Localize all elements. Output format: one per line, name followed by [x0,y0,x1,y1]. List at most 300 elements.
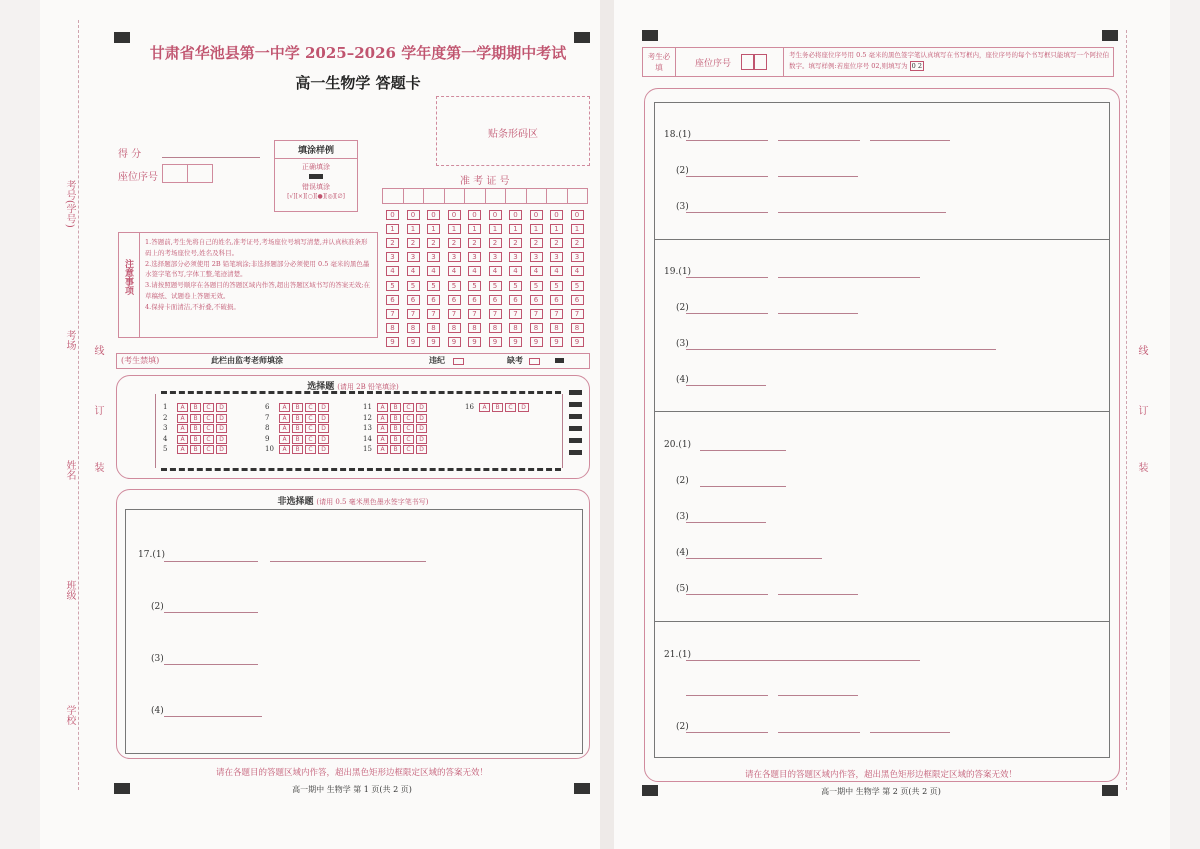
admission-digit-bubble[interactable]: 4 [530,266,543,276]
answer-line[interactable] [778,594,858,595]
nonmc-title: 非选择题 [277,497,314,507]
seat-label-p2: 座位序号 [695,59,732,69]
admission-digit-bubble[interactable]: 6 [386,295,399,305]
admission-digit-bubble[interactable]: 5 [386,281,399,291]
answer-line[interactable] [686,695,768,696]
answer-line[interactable] [700,486,786,487]
mc-option-bubble[interactable]: A [377,424,388,433]
absent-checkbox[interactable] [529,358,540,365]
exam-title: 甘肃省华池县第一中学 2025–2026 学年度第一学期期中考试 [149,44,567,62]
answer-line[interactable] [778,176,858,177]
admission-digit-bubble[interactable]: 0 [550,210,563,220]
mc-item [465,403,531,412]
mc-number: 3 [163,424,168,432]
admission-digit-bubble[interactable]: 8 [407,323,420,333]
answer-line[interactable] [700,450,786,451]
binding-line [78,20,79,790]
q21-label: 21.(1) [664,650,692,660]
admission-digit-bubble[interactable]: 1 [509,224,522,234]
admission-digit-bubble[interactable]: 2 [489,238,502,248]
page-footer: 高一期中 生物学 第 2 页(共 2 页) [821,787,941,796]
binding-label: 线 [1136,345,1147,355]
barcode-area: 贴条形码区 [436,96,590,166]
admission-digit-bubble[interactable]: 1 [427,224,440,234]
violation-label: 违纪 [429,355,445,365]
admission-digit-bubble[interactable]: 6 [550,295,563,305]
admission-write-box[interactable] [567,188,589,204]
admission-digit-bubble[interactable]: 9 [509,337,522,347]
mc-item [163,445,229,454]
mc-number: 14 [363,434,372,443]
answer-line[interactable] [686,558,822,559]
admission-digit-bubble[interactable]: 5 [550,281,563,291]
mc-item [363,424,429,433]
binding-label: 装 [92,462,103,472]
admission-number-grid[interactable] [382,188,590,350]
admission-digit-bubble[interactable]: 2 [407,238,420,248]
admission-digit-bubble[interactable]: 6 [509,295,522,305]
mc-option-bubble[interactable]: B [292,435,303,444]
admission-digit-bubble[interactable]: 1 [530,224,543,234]
admission-digit-bubble[interactable]: 9 [448,337,461,347]
admission-digit-bubble[interactable]: 0 [427,210,440,220]
admission-digit-bubble[interactable]: 5 [407,281,420,291]
mc-option-bubble[interactable]: B [390,435,401,444]
admission-digit-bubble[interactable]: 0 [509,210,522,220]
q19-2-label: (2) [676,303,689,313]
mc-option-bubble[interactable]: D [318,403,329,412]
admission-digit-bubble[interactable]: 4 [427,266,440,276]
admission-digit-bubble[interactable]: 2 [571,238,584,248]
mc-item [363,414,429,423]
admission-digit-bubble[interactable]: 2 [448,238,461,248]
answer-line[interactable] [778,277,920,278]
answer-line[interactable] [686,140,768,141]
answer-line[interactable] [686,212,768,213]
admission-digit-bubble[interactable]: 0 [489,210,502,220]
mc-option-bubble[interactable]: B [190,414,201,423]
mc-option-bubble[interactable]: D [216,424,227,433]
admission-digit-bubble[interactable]: 6 [407,295,420,305]
admission-digit-bubble[interactable]: 8 [530,323,543,333]
corner-mark [1102,30,1118,41]
admission-digit-bubble[interactable]: 9 [427,337,440,347]
mc-option-bubble[interactable]: C [403,414,414,423]
mc-item [363,445,429,454]
violation-checkbox[interactable] [453,358,464,365]
notice-item: 2.选择题部分必须使用 2B 铅笔填涂;非选择题部分必须使用 0.5 毫米的黑色墨水签字笔书写,字体工整,笔迹清楚。 [145,259,370,279]
seat-box[interactable] [187,164,213,183]
admission-digit-bubble[interactable]: 1 [468,224,481,234]
mc-option-bubble[interactable]: B [190,435,201,444]
mc-option-bubble[interactable]: D [216,445,227,454]
mc-option-bubble[interactable]: D [318,424,329,433]
admission-write-box[interactable] [423,188,445,204]
absent-marker [555,358,564,363]
seat-box[interactable] [741,54,754,70]
mc-option-bubble[interactable]: D [216,403,227,412]
admission-digit-bubble[interactable]: 9 [550,337,563,347]
admission-digit-bubble[interactable]: 4 [448,266,461,276]
mc-option-bubble[interactable]: A [177,424,188,433]
mc-option-bubble[interactable]: A [479,403,490,412]
mc-option-bubble[interactable]: D [518,403,529,412]
mc-option-bubble[interactable]: C [505,403,516,412]
mc-option-bubble[interactable]: C [305,445,316,454]
q18-2-label: (2) [676,166,689,176]
mc-option-bubble[interactable]: A [177,414,188,423]
mc-option-bubble[interactable]: A [177,435,188,444]
answer-line[interactable] [164,612,258,613]
non-mc-section: 非选择题 (请用 0.5 毫米黑色墨水签字笔书写) [116,489,590,759]
notice-label: 注意事项 [123,259,133,295]
notice-box [118,232,378,338]
mc-option-bubble[interactable]: B [390,414,401,423]
admission-digit-bubble[interactable]: 3 [509,252,522,262]
answer-line[interactable] [164,561,258,562]
admission-digit-bubble[interactable]: 4 [386,266,399,276]
timing-mark [569,414,582,419]
admission-write-box[interactable] [505,188,527,204]
admission-digit-bubble[interactable]: 5 [571,281,584,291]
mc-option-bubble[interactable]: D [416,414,427,423]
mc-number: 6 [265,403,270,411]
mc-item [265,414,331,423]
mc-item [163,435,229,444]
page-footer: 高一期中 生物学 第 1 页(共 2 页) [292,785,412,794]
admission-digit-bubble[interactable]: 9 [530,337,543,347]
admission-digit-bubble[interactable]: 2 [509,238,522,248]
seat-box[interactable] [162,164,188,183]
mc-option-bubble[interactable]: C [203,445,214,454]
admission-digit-bubble[interactable]: 6 [530,295,543,305]
admission-digit-bubble[interactable]: 3 [448,252,461,262]
admission-digit-bubble[interactable]: 5 [427,281,440,291]
admission-digit-bubble[interactable]: 2 [386,238,399,248]
admission-digit-bubble[interactable]: 5 [530,281,543,291]
mc-number: 16 [465,403,474,411]
timing-mark [569,390,582,395]
answer-line[interactable] [778,140,860,141]
mc-option-bubble[interactable]: C [305,403,316,412]
admission-digit-bubble[interactable]: 9 [386,337,399,347]
mc-option-bubble[interactable]: C [305,424,316,433]
admission-digit-bubble[interactable]: 0 [386,210,399,220]
admission-digit-bubble[interactable]: 7 [386,309,399,319]
admission-digit-bubble[interactable]: 0 [530,210,543,220]
q20-label: 20.(1) [664,440,692,450]
mc-option-bubble[interactable]: D [416,435,427,444]
q17-2-label: (2) [151,602,164,612]
admission-digit-bubble[interactable]: 7 [571,309,584,319]
admission-digit-bubble[interactable]: 6 [448,295,461,305]
admission-digit-bubble[interactable]: 8 [427,323,440,333]
admission-digit-bubble[interactable]: 8 [448,323,461,333]
answer-line[interactable] [686,594,768,595]
admission-write-box[interactable] [464,188,486,204]
answer-line[interactable] [164,716,262,717]
admission-digit-bubble[interactable]: 5 [509,281,522,291]
answer-line[interactable] [778,695,858,696]
admission-digit-bubble[interactable]: 9 [468,337,481,347]
admission-digit-bubble[interactable]: 5 [489,281,502,291]
mc-option-bubble[interactable]: B [492,403,503,412]
candidate-label: 考生必填 [647,52,671,72]
mc-number: 10 [265,445,274,453]
footer-warning: 请在各题目的答题区域内作答，超出黑色矩形边框限定区域的答案无效！ [744,770,1017,780]
mc-option-bubble[interactable]: C [305,435,316,444]
footer-warning: 请在各题目的答题区域内作答，超出黑色矩形边框限定区域的答案无效！ [215,768,488,778]
answer-line[interactable] [686,732,768,733]
mc-option-bubble[interactable]: A [177,403,188,412]
admission-digit-bubble[interactable]: 6 [427,295,440,305]
admission-digit-bubble[interactable]: 7 [530,309,543,319]
admission-write-box[interactable] [546,188,568,204]
mc-option-bubble[interactable]: A [377,403,388,412]
admission-write-box[interactable] [526,188,548,204]
binding-label: 装 [1136,462,1147,472]
mc-option-bubble[interactable]: B [390,445,401,454]
admission-digit-bubble[interactable]: 3 [530,252,543,262]
admission-digit-bubble[interactable]: 4 [571,266,584,276]
mc-item [265,445,331,454]
margin-label: 班级 [64,580,75,600]
fill-sample: 填涂样例 正确填涂 错误填涂 [√][×][○][●][◎][∅] [274,140,358,212]
mc-option-bubble[interactable]: A [279,403,290,412]
admission-digit-bubble[interactable]: 8 [489,323,502,333]
answer-line[interactable] [870,732,950,733]
mc-option-bubble[interactable]: B [292,424,303,433]
admission-digit-bubble[interactable]: 8 [571,323,584,333]
admission-digit-bubble[interactable]: 9 [571,337,584,347]
mc-number: 5 [163,445,168,453]
seat-label: 座位序号 [118,172,158,183]
admission-digit-bubble[interactable]: 8 [386,323,399,333]
q17-4-label: (4) [151,706,164,716]
mc-option-bubble[interactable]: B [292,445,303,454]
mc-number: 4 [163,434,168,443]
candidate-header [642,47,1114,77]
admission-digit-bubble[interactable]: 5 [468,281,481,291]
timing-mark [569,402,582,407]
answer-line[interactable] [778,212,946,213]
admission-digit-bubble[interactable]: 6 [571,295,584,305]
admission-digit-bubble[interactable]: 0 [571,210,584,220]
admission-write-box[interactable] [444,188,466,204]
answer-line[interactable] [686,385,766,386]
mc-option-bubble[interactable]: B [190,445,201,454]
answer-line[interactable] [778,732,860,733]
admission-digit-bubble[interactable]: 7 [489,309,502,319]
proctor-row: (考生禁填) 此栏由监考老师填涂 违纪 缺考 [116,353,590,369]
q19-4-label: (4) [676,375,689,385]
answer-line[interactable] [686,277,768,278]
admission-digit-bubble[interactable]: 1 [550,224,563,234]
score-line [162,157,260,158]
admission-digit-bubble[interactable]: 2 [427,238,440,248]
admission-digit-bubble[interactable]: 1 [386,224,399,234]
mc-option-bubble[interactable]: A [377,414,388,423]
mc-option-bubble[interactable]: C [203,403,214,412]
admission-digit-bubble[interactable]: 4 [407,266,420,276]
seat-box[interactable] [754,54,767,70]
admission-write-box[interactable] [485,188,507,204]
mc-option-bubble[interactable]: A [279,424,290,433]
mc-title: 选择题 [307,382,335,392]
admission-digit-bubble[interactable]: 1 [448,224,461,234]
binding-label: 订 [1136,405,1147,415]
mc-number: 13 [363,424,372,432]
q19-label: 19.(1) [664,267,692,277]
admission-digit-bubble[interactable]: 4 [489,266,502,276]
mc-option-bubble[interactable]: D [416,403,427,412]
corner-mark [642,30,658,41]
admission-digit-bubble[interactable]: 1 [571,224,584,234]
multiple-choice-section: 选择题 (请用 2B 铅笔填涂) 1 A B C D 2 A B C D 3 A B C D 4 A B C D 5 A B C D 6 A B C D 7 A B C D 8 A B C D 9 A B C D 10 A B C D 11 A B C D 12 A B C D 13 A B C D 14 A B C D 15 A B C D 16 A B C D [116,375,590,479]
timing-mark [569,450,582,455]
admission-digit-bubble[interactable]: 7 [509,309,522,319]
mc-option-bubble[interactable]: D [318,445,329,454]
answer-line[interactable] [870,140,950,141]
admission-digit-bubble[interactable]: 0 [448,210,461,220]
binding-label: 订 [92,405,103,415]
binding-label: 线 [92,345,103,355]
mc-option-bubble[interactable]: D [416,445,427,454]
q18-label: 18.(1) [664,130,692,140]
answer-line[interactable] [686,660,920,661]
admission-write-box[interactable] [382,188,404,204]
admission-write-box[interactable] [403,188,425,204]
mc-option-bubble[interactable]: B [190,424,201,433]
answer-line[interactable] [686,522,766,523]
admission-digit-bubble[interactable]: 4 [550,266,563,276]
mc-option-bubble[interactable]: A [377,435,388,444]
mc-option-bubble[interactable]: A [279,435,290,444]
admission-digit-bubble[interactable]: 8 [550,323,563,333]
admission-digit-bubble[interactable]: 0 [468,210,481,220]
notice-item: 1.答题前,考生先将自己的姓名,准考证号,考场座位号填写清楚,并认真核准条形码上的考场座位号,姓名及科目。 [145,238,368,257]
mc-option-bubble[interactable]: C [203,435,214,444]
admission-digit-bubble[interactable]: 3 [468,252,481,262]
mc-number: 11 [363,403,372,411]
answer-frame [125,509,583,754]
fill-sample-title: 填涂样例 [275,141,357,159]
admission-digit-bubble[interactable]: 8 [509,323,522,333]
admission-digit-bubble[interactable]: 9 [489,337,502,347]
mc-option-bubble[interactable]: D [318,414,329,423]
mc-option-bubble[interactable]: D [216,435,227,444]
q20-2-label: (2) [676,476,689,486]
mc-option-bubble[interactable]: C [403,445,414,454]
admission-digit-bubble[interactable]: 7 [448,309,461,319]
correct-fill-mark [309,174,323,179]
admission-digit-bubble[interactable]: 7 [427,309,440,319]
margin-label: 考号(学号) [64,180,75,228]
mc-item [265,424,331,433]
score-label: 得 分 [118,149,142,160]
admission-digit-bubble[interactable]: 3 [550,252,563,262]
admission-digit-bubble[interactable]: 3 [489,252,502,262]
q19-3-label: (3) [676,339,689,349]
admission-digit-bubble[interactable]: 7 [407,309,420,319]
admission-label: 准 考 证 号 [460,176,510,187]
admission-digit-bubble[interactable]: 3 [427,252,440,262]
mc-option-bubble[interactable]: A [377,445,388,454]
seat-instruction: 考生务必将座位序号用 0.5 毫米的黑色签字笔认真填写在书写框内，座位序号的每个书写框只能填写一个阿拉伯数字。填写样例:若座位序号 02,则填写为 [789,51,1109,70]
answer-sheet-page-2 [614,0,1170,849]
admission-digit-bubble[interactable]: 0 [407,210,420,220]
mc-option-bubble[interactable]: C [403,424,414,433]
answer-line[interactable] [778,313,858,314]
admission-digit-bubble[interactable]: 8 [468,323,481,333]
mc-option-bubble[interactable]: A [279,414,290,423]
mc-option-bubble[interactable]: B [390,403,401,412]
mc-option-bubble[interactable]: C [203,424,214,433]
mc-option-bubble[interactable]: B [390,424,401,433]
mc-option-bubble[interactable]: A [177,445,188,454]
mc-option-bubble[interactable]: D [416,424,427,433]
mc-option-bubble[interactable]: A [279,445,290,454]
answer-line[interactable] [270,561,426,562]
mc-option-bubble[interactable]: D [318,435,329,444]
mc-option-bubble[interactable]: D [216,414,227,423]
mc-option-bubble[interactable]: B [190,403,201,412]
answer-sheet-page-1 [40,0,600,849]
q20-5-label: (5) [676,584,689,594]
subject-title: 高一生物学 答题卡 [295,74,421,92]
admission-digit-bubble[interactable]: 2 [530,238,543,248]
admission-digit-bubble[interactable]: 2 [468,238,481,248]
admission-digit-bubble[interactable]: 5 [448,281,461,291]
admission-digit-bubble[interactable]: 4 [468,266,481,276]
admission-digit-bubble[interactable]: 3 [407,252,420,262]
mc-option-bubble[interactable]: C [203,414,214,423]
mc-item [163,403,229,412]
mc-option-bubble[interactable]: C [403,435,414,444]
admission-digit-bubble[interactable]: 6 [489,295,502,305]
admission-digit-bubble[interactable]: 7 [550,309,563,319]
margin-label: 学校 [64,705,75,725]
mc-item [265,403,331,412]
q18-3-label: (3) [676,202,689,212]
mc-option-bubble[interactable]: B [292,414,303,423]
admission-digit-bubble[interactable]: 9 [407,337,420,347]
mc-option-bubble[interactable]: B [292,403,303,412]
mc-option-bubble[interactable]: C [403,403,414,412]
q21-2-label: (2) [676,722,689,732]
mc-grid[interactable] [117,376,589,478]
mc-option-bubble[interactable]: C [305,414,316,423]
admission-digit-bubble[interactable]: 1 [489,224,502,234]
mc-number: 12 [363,413,372,422]
admission-digit-bubble[interactable]: 3 [571,252,584,262]
answer-line[interactable] [164,664,258,665]
answer-line[interactable] [686,349,996,350]
mc-item [163,414,229,423]
notice-item: 3.请按照题号顺序在各题目的答题区域内作答,超出答题区域书写的答案无效;在草稿纸、试题卷上答题无效。 [145,281,370,300]
answer-line[interactable] [686,313,768,314]
admission-digit-bubble[interactable]: 3 [386,252,399,262]
section-divider [654,239,1109,240]
admission-digit-bubble[interactable]: 1 [407,224,420,234]
q17-3-label: (3) [151,654,164,664]
admission-digit-bubble[interactable]: 7 [468,309,481,319]
margin-label: 考场 [64,330,75,350]
admission-digit-bubble[interactable]: 6 [468,295,481,305]
admission-digit-bubble[interactable]: 2 [550,238,563,248]
admission-digit-bubble[interactable]: 4 [509,266,522,276]
answer-line[interactable] [686,176,768,177]
